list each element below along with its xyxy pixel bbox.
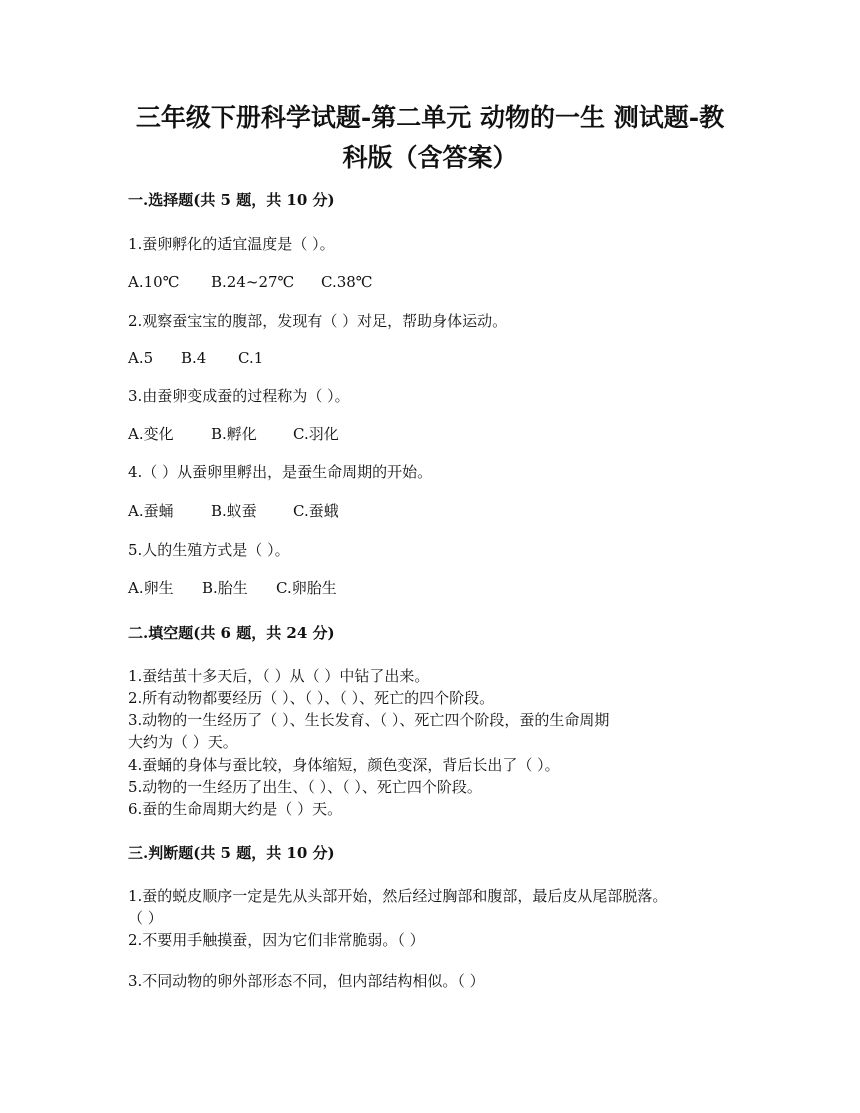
fill-blank-line: 6.蚕的生命周期大约是（ ）天。 (128, 800, 343, 818)
true-false-line: 1.蚕的蜕皮顺序一定是先从头部开始，然后经过胸部和腹部，最后皮从尾部脱落。 (128, 887, 668, 905)
question-text: 5.人的生殖方式是（ ）。 (128, 541, 290, 559)
option-c: C.1 (238, 349, 264, 367)
option-c: C.羽化 (293, 425, 339, 443)
option-a: A.卵生 (128, 579, 174, 597)
question-text: 3.由蚕卵变成蚕的过程称为（ ）。 (128, 387, 350, 405)
section-heading-fill-blank: 二.填空题(共 6 题，共 24 分) (128, 624, 335, 642)
options-row (128, 579, 337, 598)
fill-blank-line: 3.动物的一生经历了（ ）、生长发育、（ ）、死亡四个阶段，蚕的生命周期 (128, 711, 610, 729)
true-false-line: 3.不同动物的卵外部形态不同，但内部结构相似。（ ） (128, 972, 485, 990)
question-text: 2.观察蚕宝宝的腹部，发现有（ ）对足，帮助身体运动。 (128, 312, 508, 330)
fill-blank-line: 大约为（ ）天。 (128, 733, 238, 751)
fill-blank-line: 4.蚕蛹的身体与蚕比较，身体缩短，颜色变深，背后长出了（ ）。 (128, 756, 560, 774)
option-a: A.变化 (128, 425, 174, 443)
option-a: A.10℃ (128, 273, 180, 291)
true-false-line: 2.不要用手触摸蚕，因为它们非常脆弱。（ ） (128, 931, 425, 949)
options-row (128, 425, 339, 444)
fill-blank-line: 2.所有动物都要经历（ ）、（ ）、（ ）、死亡的四个阶段。 (128, 689, 495, 707)
option-b: B.4 (181, 349, 207, 367)
option-c: C.38℃ (321, 273, 373, 291)
section-heading-true-false: 三.判断题(共 5 题，共 10 分) (128, 844, 335, 862)
question-text: 1.蚕卵孵化的适宜温度是（ ）。 (128, 235, 335, 253)
options-row (128, 502, 339, 521)
title-line-1: 三年级下册科学试题-第二单元 动物的一生 测试题-教 (135, 103, 725, 132)
option-b: B.蚁蚕 (211, 502, 257, 520)
section-heading-choice: 一.选择题(共 5 题，共 10 分) (128, 191, 335, 209)
option-a: A.蚕蛹 (128, 502, 174, 520)
fill-blank-line: 1.蚕结茧十多天后，（ ）从（ ）中钻了出来。 (128, 667, 430, 685)
option-c: C.蚕蛾 (293, 502, 339, 520)
fill-blank-line: 5.动物的一生经历了出生、（ ）、（ ）、死亡四个阶段。 (128, 778, 482, 796)
page-title (110, 98, 750, 178)
question-text: 4.（ ）从蚕卵里孵出，是蚕生命周期的开始。 (128, 463, 433, 481)
option-b: B.孵化 (211, 425, 257, 443)
title-line-2: 科版（含答案） (342, 143, 518, 172)
option-c: C.卵胎生 (276, 579, 337, 597)
options-row (128, 273, 373, 292)
option-a: A.5 (128, 349, 154, 367)
option-b: B.胎生 (202, 579, 248, 597)
true-false-line: （ ） (128, 909, 163, 927)
option-b: B.24~27℃ (211, 273, 295, 291)
options-row (128, 349, 263, 368)
